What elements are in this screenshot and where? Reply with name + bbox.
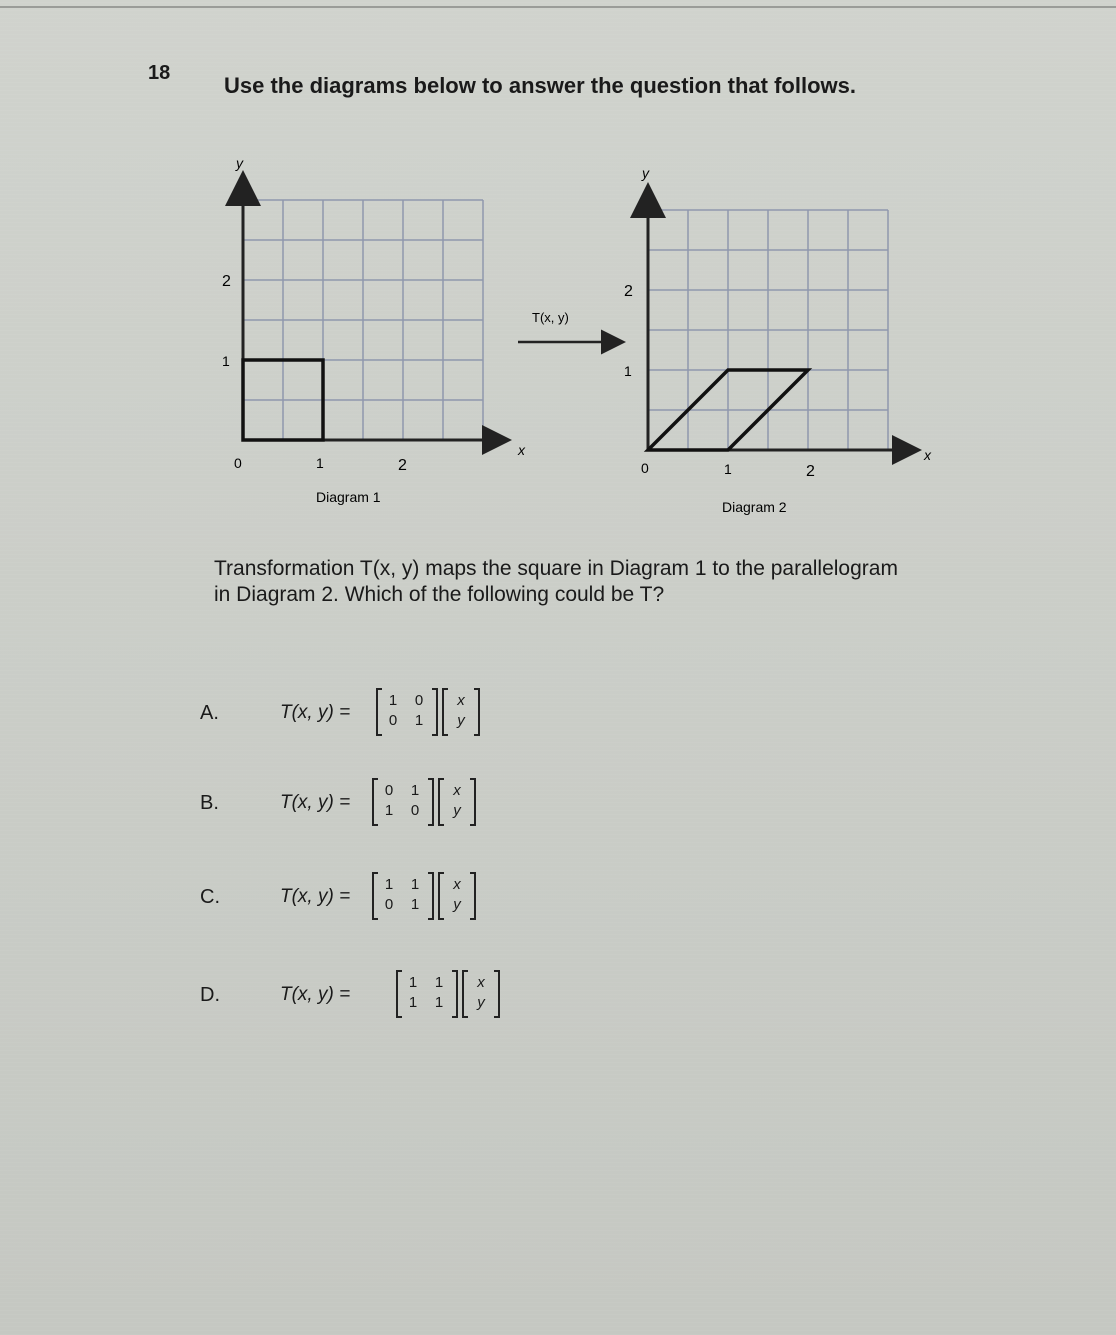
- diagram-1-x-tick-1: 1: [316, 455, 324, 471]
- diagram-1-x-tick-2: 2: [398, 457, 407, 474]
- choice-a-matrix: [376, 690, 438, 734]
- vector-cell: x: [453, 782, 461, 799]
- choice-c-letter: C.: [200, 886, 220, 908]
- choice-d-vector: [462, 972, 500, 1016]
- vector-cell: x: [457, 692, 465, 709]
- matrix-cell: 0: [384, 896, 394, 913]
- choice-c-matrix: [372, 874, 434, 918]
- matrix-cell: 0: [414, 692, 424, 709]
- diagram-1-y-tick-2: 2: [222, 273, 231, 290]
- diagram-2: [624, 165, 932, 515]
- diagram-1-x-tick-0: 0: [234, 455, 242, 471]
- diagram-2-x-tick-1: 1: [724, 461, 732, 477]
- choice-b-letter: B.: [200, 792, 219, 814]
- diagram-2-y-tick-1: 1: [624, 363, 632, 379]
- vector-cell: y: [453, 802, 461, 819]
- choice-a[interactable]: [200, 690, 560, 750]
- choice-d-matrix: [396, 972, 458, 1016]
- diagrams-figure: [0, 0, 1116, 540]
- choice-d-lhs: T(x, y) =: [280, 984, 351, 1005]
- choice-c-vector: [438, 874, 476, 918]
- question-body: Transformation T(x, y) maps the square in Diagram 1 to the parallelogram in Diagram 2. Which of the following could be T?: [214, 557, 898, 606]
- matrix-cell: 0: [384, 782, 394, 799]
- choice-c[interactable]: [200, 874, 560, 934]
- choice-a-vector: [442, 690, 480, 734]
- choice-a-lhs: T(x, y) =: [280, 702, 351, 723]
- matrix-cell: 1: [408, 994, 418, 1011]
- diagram-2-x-tick-0: 0: [641, 460, 649, 476]
- diagram-2-x-label: x: [924, 447, 931, 463]
- matrix-cell: 1: [434, 974, 444, 991]
- diagram-1-grid: [243, 200, 483, 440]
- vector-cell: x: [453, 876, 461, 893]
- vector-cell: x: [477, 974, 485, 991]
- question-number: 18: [148, 62, 171, 84]
- choice-c-lhs: T(x, y) =: [280, 886, 351, 907]
- matrix-cell: 1: [384, 876, 394, 893]
- matrix-cell: 1: [384, 802, 394, 819]
- choice-a-letter: A.: [200, 702, 219, 724]
- matrix-cell: 1: [408, 974, 418, 991]
- question-prompt: Use the diagrams below to answer the question that follows.: [224, 73, 856, 98]
- diagram-1-y-label: y: [236, 155, 243, 171]
- matrix-cell: 1: [410, 782, 420, 799]
- choice-b-vector: [438, 780, 476, 824]
- diagram-1-y-tick-1: 1: [222, 353, 230, 369]
- arrow-label: T(x, y): [532, 310, 569, 325]
- matrix-cell: 0: [410, 802, 420, 819]
- vector-cell: y: [457, 712, 465, 729]
- diagram-2-caption: Diagram 2: [722, 499, 787, 515]
- vector-cell: y: [453, 896, 461, 913]
- vector-cell: y: [477, 994, 485, 1011]
- diagram-1: [222, 155, 526, 505]
- diagram-1-caption: Diagram 1: [316, 489, 381, 505]
- matrix-cell: 1: [410, 896, 420, 913]
- choice-d[interactable]: [200, 972, 560, 1032]
- diagram-2-y-label: y: [642, 165, 649, 181]
- choice-b-matrix: [372, 780, 434, 824]
- matrix-cell: 1: [414, 712, 424, 729]
- matrix-cell: 1: [388, 692, 398, 709]
- transformation-arrow: [518, 310, 616, 342]
- diagram-1-x-label: x: [518, 442, 525, 458]
- diagram-2-y-tick-2: 2: [624, 283, 633, 300]
- choice-d-letter: D.: [200, 984, 220, 1006]
- choice-b[interactable]: [200, 780, 560, 840]
- choice-b-lhs: T(x, y) =: [280, 792, 351, 813]
- matrix-cell: 1: [410, 876, 420, 893]
- matrix-cell: 1: [434, 994, 444, 1011]
- matrix-cell: 0: [388, 712, 398, 729]
- diagram-2-x-tick-2: 2: [806, 463, 815, 480]
